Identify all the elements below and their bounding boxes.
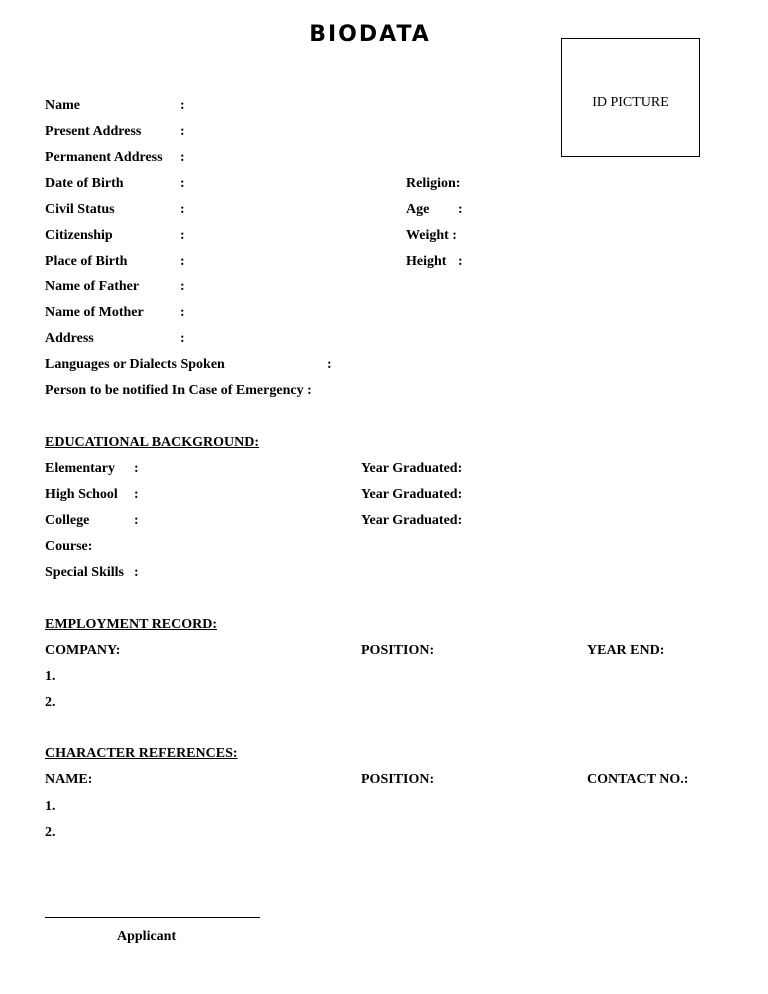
reference-row-number: 1. xyxy=(45,799,56,814)
label-languages: Languages or Dialects Spoken xyxy=(45,357,225,372)
colon-high-school: : xyxy=(134,487,139,502)
colon-elementary: : xyxy=(134,461,139,476)
label-present-address: Present Address xyxy=(45,124,142,139)
label-elementary: Elementary xyxy=(45,461,115,476)
label-place-of-birth: Place of Birth xyxy=(45,254,128,269)
colon-permanent-address: : xyxy=(180,150,185,165)
label-citizenship: Citizenship xyxy=(45,228,113,243)
signature-label: Applicant xyxy=(117,929,177,944)
column-header-company: COMPANY: xyxy=(45,643,121,658)
colon-college: : xyxy=(134,513,139,528)
colon-address: : xyxy=(180,331,185,346)
label-college: College xyxy=(45,513,90,528)
label-permanent-address: Permanent Address xyxy=(45,150,163,165)
signature-line xyxy=(45,917,260,918)
column-header-name: NAME: xyxy=(45,772,93,787)
label-age: Age xyxy=(406,202,430,217)
label-weight: Weight : xyxy=(406,228,457,243)
id-picture-box xyxy=(561,38,700,157)
colon-languages: : xyxy=(327,357,332,372)
label-civil-status: Civil Status xyxy=(45,202,115,217)
colon-present-address: : xyxy=(180,124,185,139)
id-picture-label: ID PICTURE xyxy=(592,95,669,110)
colon-height: : xyxy=(458,254,463,269)
colon-name-of-mother: : xyxy=(180,305,185,320)
label-height: Height xyxy=(406,254,447,269)
column-header-year-end: YEAR END: xyxy=(587,643,665,658)
label-high-school: High School xyxy=(45,487,118,502)
colon-name: : xyxy=(180,98,185,113)
colon-date-of-birth: : xyxy=(180,176,185,191)
label-year-graduated-high-school: Year Graduated: xyxy=(361,487,463,502)
reference-row-number: 2. xyxy=(45,825,56,840)
label-year-graduated-college: Year Graduated: xyxy=(361,513,463,528)
label-emergency-contact: Person to be notified In Case of Emergency : xyxy=(45,383,312,398)
label-religion: Religion: xyxy=(406,176,461,191)
column-header-position: POSITION: xyxy=(361,772,435,787)
employment-row-number: 2. xyxy=(45,695,56,710)
label-date-of-birth: Date of Birth xyxy=(45,176,124,191)
colon-citizenship: : xyxy=(180,228,185,243)
employment-row-number: 1. xyxy=(45,669,56,684)
label-course: Course: xyxy=(45,539,93,554)
section-heading-references: CHARACTER REFERENCES: xyxy=(45,746,238,761)
colon-name-of-father: : xyxy=(180,279,185,294)
label-year-graduated-elementary: Year Graduated: xyxy=(361,461,463,476)
label-special-skills: Special Skills xyxy=(45,565,124,580)
colon-age: : xyxy=(458,202,463,217)
label-name-of-father: Name of Father xyxy=(45,279,140,294)
colon-special-skills: : xyxy=(134,565,139,580)
column-header-contact-no: CONTACT NO.: xyxy=(587,772,689,787)
label-address: Address xyxy=(45,331,94,346)
section-heading-employment: EMPLOYMENT RECORD: xyxy=(45,617,218,632)
label-name: Name xyxy=(45,98,80,113)
column-header-position: POSITION: xyxy=(361,643,435,658)
colon-civil-status: : xyxy=(180,202,185,217)
page-title: BIODATA xyxy=(309,22,431,47)
label-name-of-mother: Name of Mother xyxy=(45,305,144,320)
colon-place-of-birth: : xyxy=(180,254,185,269)
section-heading-education: EDUCATIONAL BACKGROUND: xyxy=(45,435,260,450)
